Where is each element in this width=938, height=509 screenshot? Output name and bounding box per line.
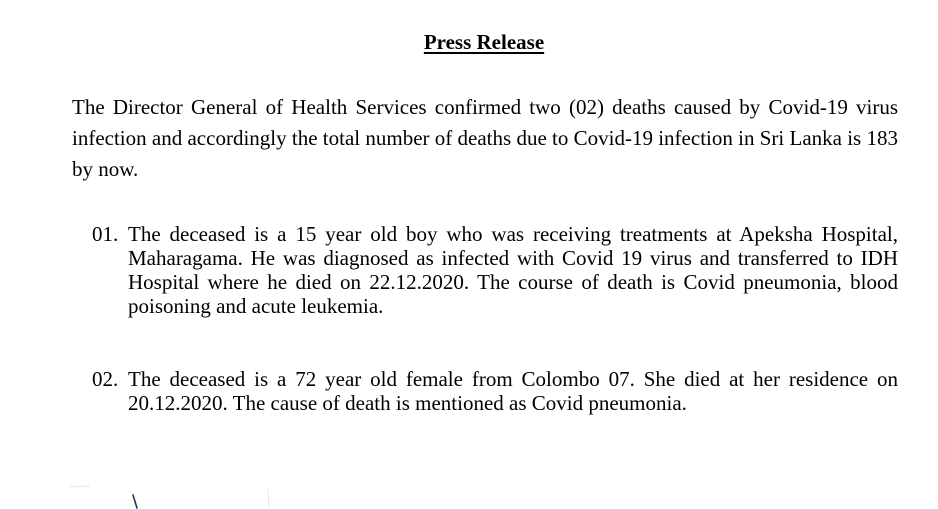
list-item-number: 02.	[92, 367, 119, 391]
faint-scan-mark	[70, 483, 270, 509]
list-item-number: 01.	[92, 222, 119, 246]
signature-stroke	[130, 494, 142, 509]
intro-paragraph: The Director General of Health Services confirmed two (02) deaths caused by Covid-19 virus infection and accordingly the total number of deaths due to Covid-19 infection in Sri Lanka is 183 by now.	[72, 95, 898, 181]
page-title: Press Release	[423, 30, 545, 54]
list-item-text: The deceased is a 72 year old female from Colombo 07. She died at her residence on 20.12.2020. The cause of death is mentioned as Covid pneumonia.	[128, 367, 898, 415]
list-item-text: The deceased is a 15 year old boy who was receiving treatments at Apeksha Hospital, Maharagama. He was diagnosed as infected with Covid 19 virus and transferred to IDH Hospital where he died on 22.12.2020. The course of death is Covid pneumonia, blood poisoning and acute leukemia.	[128, 222, 898, 318]
list-item	[92, 367, 898, 415]
list-item	[92, 222, 898, 318]
